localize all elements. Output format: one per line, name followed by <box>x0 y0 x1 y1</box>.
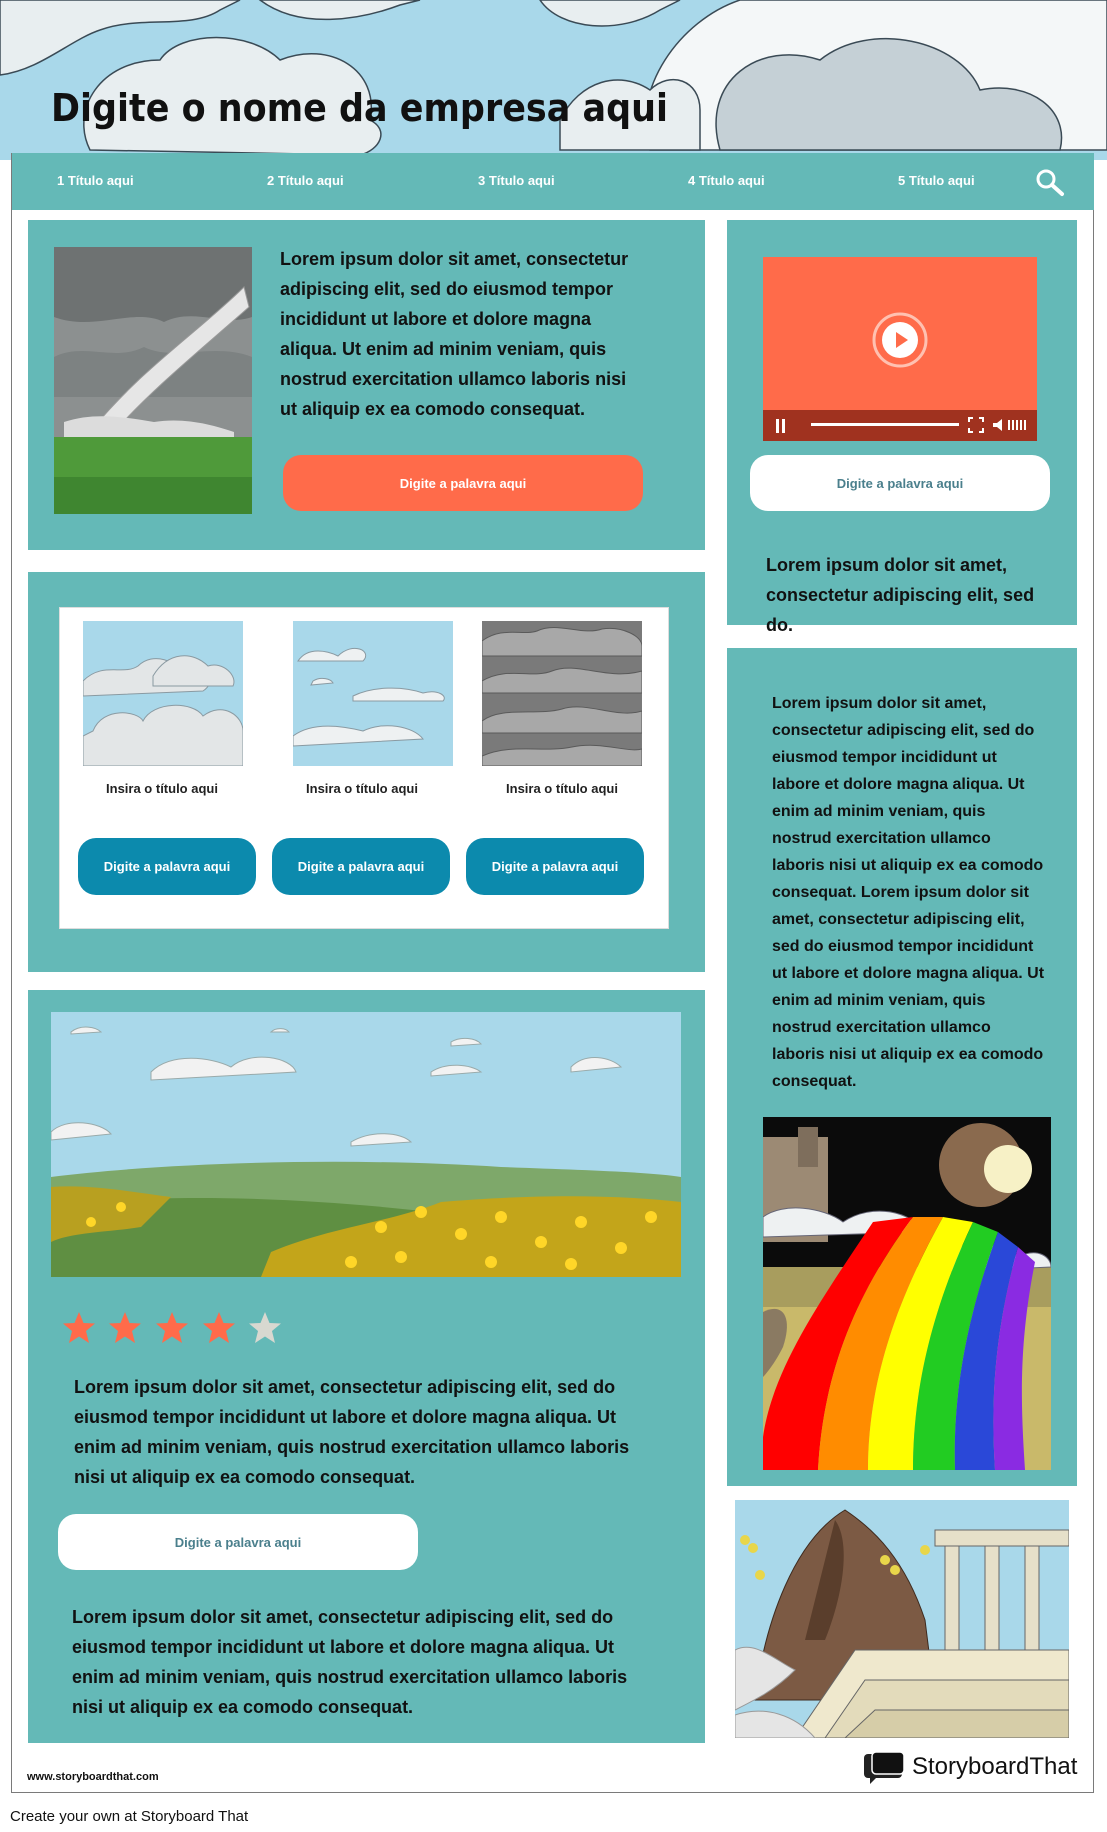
tornado-image <box>54 247 252 514</box>
nav-item-1[interactable]: 1 Título aqui <box>57 173 134 188</box>
header-cloud-background <box>0 0 1107 160</box>
hero-text: Lorem ipsum dolor sit amet, consectetur adipiscing elit, sed do eiusmod tempor incididunt ut labore et dolore magna aliqua. Ut enim ad minim veniam, quis nostrud exercitation ullamco laboris nisi ut aliquip ex ea comodo consequat. <box>280 249 629 419</box>
video-text: Lorem ipsum dolor sit amet, consectetur adipiscing elit, sed do. <box>766 555 1035 635</box>
search-icon[interactable] <box>1034 167 1066 197</box>
storyboardthat-logo[interactable] <box>862 1750 1077 1784</box>
review-cta-button[interactable]: Digite a palavra aqui <box>58 1514 418 1570</box>
video-cta-button[interactable]: Digite a palavra aqui <box>750 455 1050 511</box>
star-icon-1[interactable] <box>61 1310 97 1346</box>
star-icon-2[interactable] <box>107 1310 143 1346</box>
gallery-button-2[interactable]: Digite a palavra aqui <box>272 838 450 895</box>
landscape-image <box>51 1012 681 1277</box>
brand-name: StoryboardThat <box>912 1753 1078 1780</box>
star-icon-5[interactable] <box>247 1310 283 1346</box>
gallery-caption-3: Insira o título aqui <box>506 781 618 796</box>
review-text-1: Lorem ipsum dolor sit amet, consectetur adipiscing elit, sed do eiusmod tempor incididunt ut labore et dolore magna aliqua. Ut enim ad minim veniam, quis nostrud exercitation ullamco laboris nisi ut aliquip ex ea comodo consequat. <box>74 1377 630 1487</box>
gallery-image-clouds-1 <box>83 621 243 766</box>
gallery-caption-2: Insira o título aqui <box>306 781 418 796</box>
hero-cta-button[interactable]: Digite a palavra aqui <box>283 455 643 511</box>
star-rating <box>61 1310 291 1346</box>
footer-url[interactable]: www.storyboardthat.com <box>27 1771 159 1783</box>
volume-icon[interactable] <box>991 416 1031 434</box>
star-icon-4[interactable] <box>201 1310 237 1346</box>
gallery-image-clouds-3 <box>482 621 642 766</box>
gallery-image-clouds-2 <box>293 621 453 766</box>
fullscreen-icon[interactable] <box>967 416 985 434</box>
nav-item-3[interactable]: 3 Título aqui <box>478 173 555 188</box>
nav-bar <box>12 153 1094 210</box>
temple-image <box>735 1500 1069 1738</box>
pause-icon[interactable] <box>767 415 795 437</box>
nav-item-5[interactable]: 5 Título aqui <box>898 173 975 188</box>
nav-item-4[interactable]: 4 Título aqui <box>688 173 765 188</box>
speech-bubble-icon <box>862 1750 906 1784</box>
create-your-own-text[interactable]: Create your own at Storyboard That <box>10 1808 249 1825</box>
video-progress-track[interactable] <box>811 423 959 426</box>
star-icon-3[interactable] <box>154 1310 190 1346</box>
gallery-button-1[interactable]: Digite a palavra aqui <box>78 838 256 895</box>
rainbow-castle-image <box>763 1117 1051 1470</box>
side-text: Lorem ipsum dolor sit amet, consectetur adipiscing elit, sed do eiusmod tempor incididunt ut labore et dolore magna aliqua. Ut enim ad minim veniam, quis nostrud exercitation ullamco laboris nisi ut aliquip ex ea comodo consequat. Lorem ipsum dolor sit amet, consectetur adipiscing elit, sed do eiusmod tempor incididunt ut labore et dolore magna aliqua. Ut enim ad minim veniam, quis nostrud exercitation ullamco laboris nisi ut aliquip ex ea comodo consequat. <box>772 695 1045 1090</box>
nav-item-2[interactable]: 2 Título aqui <box>267 173 344 188</box>
company-name-title: Digite o nome da empresa aqui <box>51 86 668 130</box>
review-text-2: Lorem ipsum dolor sit amet, consectetur adipiscing elit, sed do eiusmod tempor incididunt ut labore et dolore magna aliqua. Ut enim ad minim veniam, quis nostrud exercitation ullamco laboris nisi ut aliquip ex ea comodo consequat. <box>72 1607 628 1717</box>
play-icon[interactable] <box>871 311 929 369</box>
gallery-button-3[interactable]: Digite a palavra aqui <box>466 838 644 895</box>
gallery-caption-1: Insira o título aqui <box>106 781 218 796</box>
